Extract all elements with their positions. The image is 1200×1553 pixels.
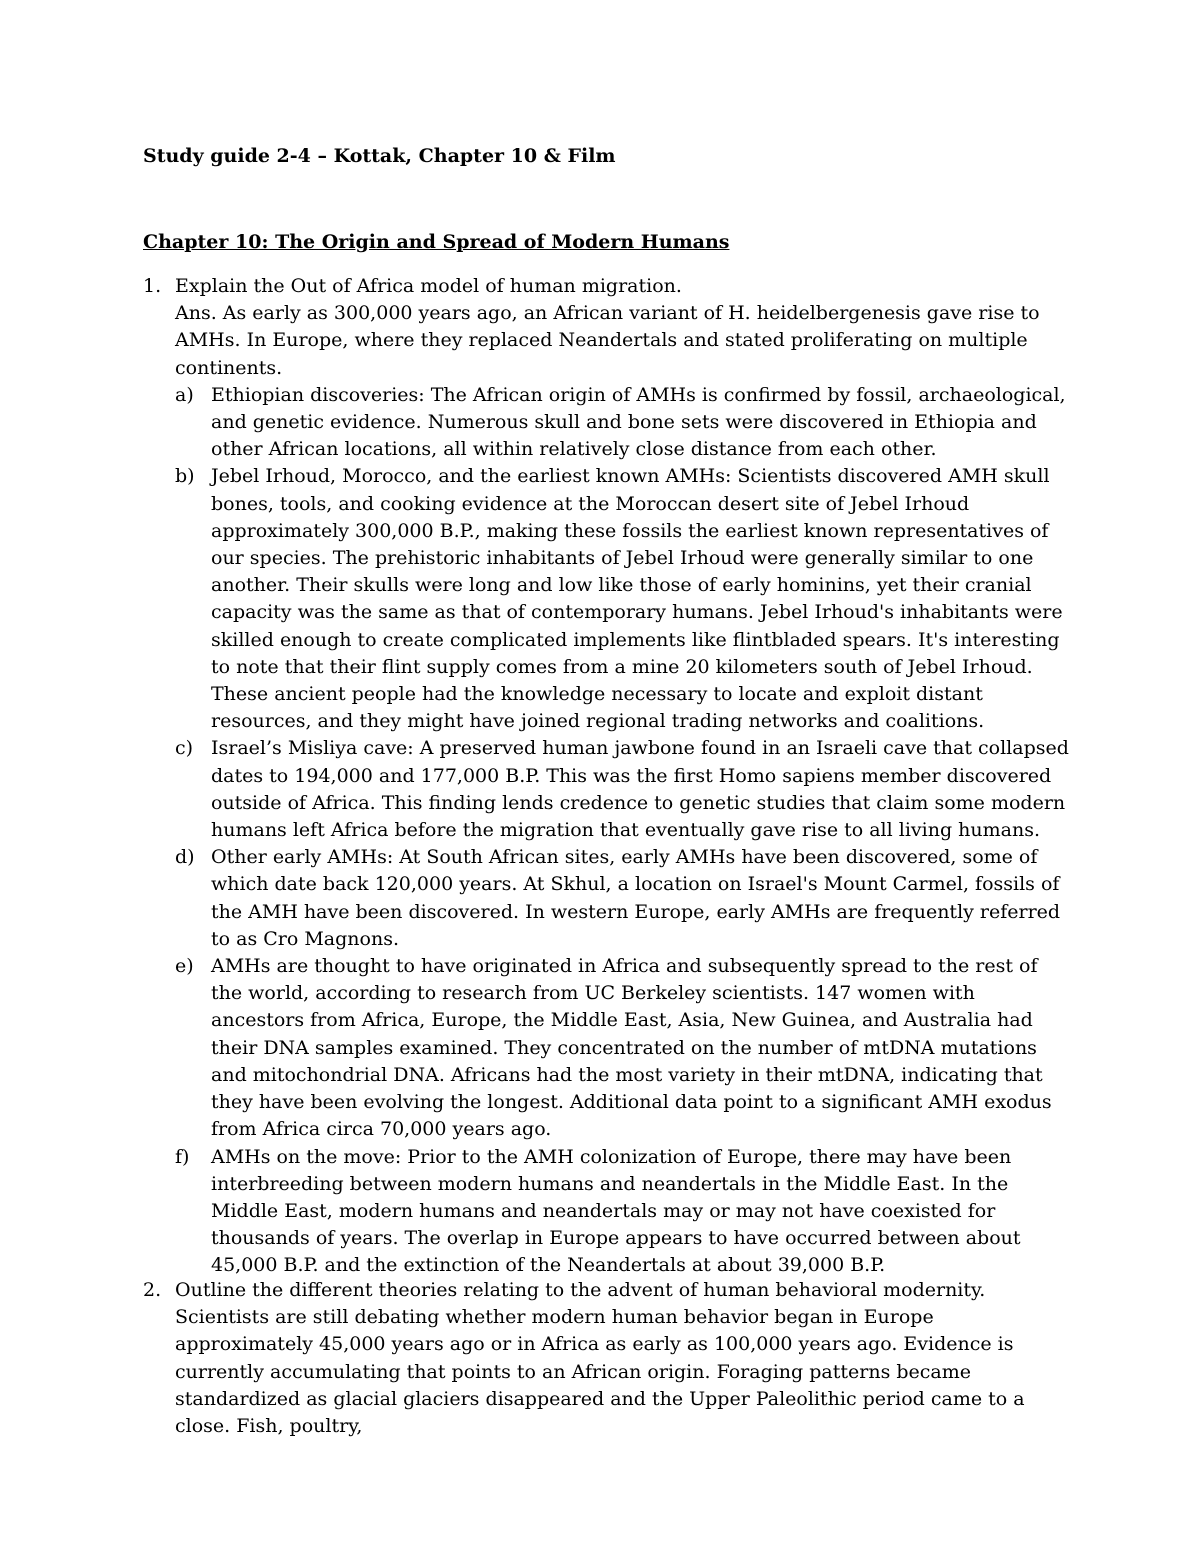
question-body: [175, 1277, 1073, 1440]
list-item: [175, 735, 1073, 844]
question-number: 1.: [143, 275, 162, 297]
document-title: Study guide 2-4 – Kottak, Chapter 10 & Film: [143, 145, 616, 167]
list-item-marker: f): [175, 1145, 190, 1168]
list-item-marker: a): [175, 383, 194, 406]
question-2: [143, 1277, 1073, 1440]
list-item-text: AMHs are thought to have originated in Africa and subsequently spread to the rest of the world, according to research from UC Berkeley scientists. 147 women with ancestors from Africa, Europe, the Middle East, Asia, New Guinea, and Australia had their DNA samples examined. They concentrated on the number of mtDNA mutations and mitochondrial DNA. Africans had the most variety in their mtDNA, indicating that they have been evolving the longest. Additional data point to a significant AMH exodus from Africa circa 70,000 years ago.: [211, 955, 1052, 1141]
chapter-heading: Chapter 10: The Origin and Spread of Modern Humans: [143, 231, 730, 253]
list-item-text: Israel’s Misliya cave: A preserved human jawbone found in an Israeli cave that collapsed dates to 194,000 and 177,000 B.P. This was the first Homo sapiens member discovered outside of Africa. This finding lends credence to genetic studies that claim some modern humans left Africa before the migration that eventually gave rise to all living humans.: [211, 737, 1069, 842]
list-item-text: Other early AMHs: At South African sites, early AMHs have been discovered, some of which date back 120,000 years. At Skhul, a location on Israel's Mount Carmel, fossils of the AMH have been discovered. In western Europe, early AMHs are frequently referred to as Cro Magnons.: [211, 846, 1061, 950]
answer-sublist: [175, 382, 1073, 1280]
list-item-marker: b): [175, 465, 195, 488]
question-prompt: Explain the Out of Africa model of human migration.: [175, 275, 682, 297]
list-item-text: Jebel Irhoud, Morocco, and the earliest known AMHs: Scientists discovered AMH skull bones, tools, and cooking evidence at the Moroccan desert site of Jebel Irhoud approximately 300,000 B.P., making these fossils the earliest known representatives of our species. The prehistoric inhabitants of Jebel Irhoud were generally similar to one another. Their skulls were long and low like those of early hominins, yet their cranial capacity was the same as that of contemporary humans. Jebel Irhoud's inhabitants were skilled enough to create complicated implements like flintbladed spears. It's interesting to note that their flint supply comes from a mine 20 kilometers south of Jebel Irhoud. These ancient people had the knowledge necessary to locate and exploit distant resources, and they might have joined regional trading networks and coalitions.: [211, 465, 1063, 733]
list-item-marker: d): [175, 846, 195, 869]
list-item-text: Ethiopian discoveries: The African origin of AMHs is confirmed by fossil, archaeological, and genetic evidence. Numerous skull and bone sets were discovered in Ethiopia and other African locations, all within relatively close distance from each other.: [211, 383, 1066, 461]
list-item: [175, 463, 1073, 735]
list-item-text: AMHs on the move: Prior to the AMH colonization of Europe, there may have been interbreeding between modern humans and neandertals in the Middle East. In the Middle East, modern humans and neandertals may or may not have coexisted for thousands of years. The overlap in Europe appears to have occurred between about 45,000 B.P. and the extinction of the Neandertals at about 39,000 B.P.: [211, 1145, 1021, 1277]
question-number: 2.: [143, 1279, 162, 1301]
question-answer: Ans. As early as 300,000 years ago, an African variant of H. heidelbergenesis gave rise to AMHs. In Europe, where they replaced Neandertals and stated proliferating on multiple continents.: [175, 302, 1040, 379]
list-item-marker: e): [175, 955, 194, 978]
question-prompt: Outline the different theories relating to the advent of human behavioral modernity.: [175, 1279, 986, 1301]
list-item: [175, 844, 1073, 953]
list-item-marker: c): [175, 737, 194, 760]
question-1: [143, 273, 1073, 1280]
question-body: [175, 273, 1073, 1280]
question-answer: Scientists are still debating whether modern human behavior began in Europe approximately 45,000 years ago or in Africa as early as 100,000 years ago. Evidence is currently accumulating that points to an African origin. Foraging patterns became standardized as glacial glaciers disappeared and the Upper Paleolithic period came to a close. Fish, poultry,: [175, 1306, 1025, 1438]
list-item: [175, 953, 1073, 1143]
list-item: [175, 382, 1073, 464]
list-item: [175, 1144, 1073, 1280]
